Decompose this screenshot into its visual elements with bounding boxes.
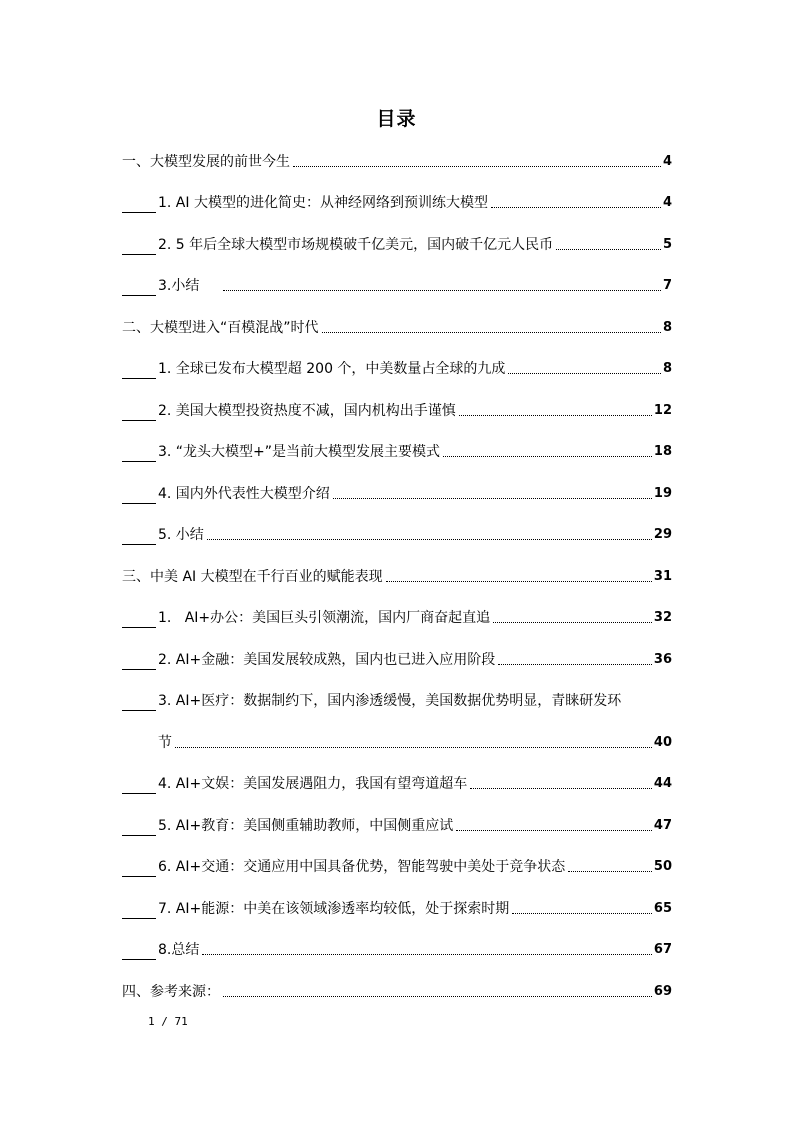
indent-underline	[122, 944, 156, 960]
toc-entry-section-1[interactable]	[122, 150, 672, 172]
indent-underline	[122, 654, 156, 670]
indent-underline	[122, 861, 156, 877]
toc-entry-3-2[interactable]	[122, 648, 672, 670]
toc-entry-text: 二、大模型进入“百模混战”时代	[122, 320, 319, 336]
dot-leader	[556, 249, 661, 250]
toc-entry-text: 3. “龙头大模型+”是当前大模型发展主要模式	[158, 444, 441, 460]
table-of-contents	[122, 0, 672, 1000]
toc-entry-3-4[interactable]	[122, 772, 672, 794]
toc-entry-page: 36	[653, 652, 672, 667]
toc-entry-2-3[interactable]	[122, 440, 672, 462]
dot-leader	[207, 539, 652, 540]
dot-leader	[508, 373, 661, 374]
toc-entry-page: 19	[653, 486, 672, 501]
indent-underline	[122, 612, 156, 628]
toc-entry-text: 三、中美 AI 大模型在千行百业的赋能表现	[122, 569, 383, 585]
toc-entry-page: 8	[662, 361, 672, 376]
indent-underline	[122, 820, 156, 836]
dot-leader	[386, 581, 652, 582]
toc-entry-3-3-continuation[interactable]	[122, 731, 672, 753]
toc-entry-text: 7. AI+能源：中美在该领域渗透率均较低，处于探索时期	[158, 901, 510, 917]
toc-entry-text: 1. AI 大模型的进化简史：从神经网络到预训练大模型	[158, 195, 488, 211]
toc-entry-3-1[interactable]	[122, 606, 672, 628]
dot-leader	[568, 871, 652, 872]
dot-leader	[459, 415, 652, 416]
dot-leader	[470, 788, 652, 789]
indent-underline	[122, 778, 156, 794]
toc-entry-text: 1. 全球已发布大模型超 200 个，中美数量占全球的九成	[158, 361, 506, 377]
dot-leader	[512, 913, 652, 914]
toc-entry-2-2[interactable]	[122, 399, 672, 421]
toc-entry-3-7[interactable]	[122, 897, 672, 919]
dot-leader	[491, 207, 661, 208]
indent-underline	[122, 695, 156, 711]
toc-entry-page: 40	[653, 735, 672, 750]
toc-entry-page: 7	[662, 278, 672, 293]
dot-leader	[202, 954, 652, 955]
indent-underline	[122, 405, 156, 421]
toc-entry-page: 4	[662, 154, 672, 169]
toc-entry-text: 2. 美国大模型投资热度不减，国内机构出手谨慎	[158, 403, 456, 419]
toc-entry-page: 44	[653, 776, 672, 791]
indent-underline	[122, 446, 156, 462]
toc-entry-text: 2. AI+金融：美国发展较成熟，国内也已进入应用阶段	[158, 652, 496, 668]
dot-leader	[223, 290, 661, 291]
dot-leader	[175, 747, 652, 748]
toc-entry-page: 4	[662, 195, 672, 210]
dot-leader	[293, 166, 661, 167]
toc-entry-3-6[interactable]	[122, 855, 672, 877]
toc-entry-text: 8.总结	[158, 942, 200, 958]
dot-leader	[223, 996, 652, 997]
toc-entry-text: 4. AI+文娱：美国发展遇阻力，我国有望弯道超车	[158, 776, 468, 792]
toc-entry-page: 69	[653, 984, 672, 999]
toc-entry-text: 6. AI+交通：交通应用中国具备优势，智能驾驶中美处于竞争状态	[158, 859, 566, 875]
page-indicator: 1 / 71	[148, 1015, 188, 1028]
dot-leader	[493, 622, 652, 623]
indent-underline	[122, 239, 156, 255]
toc-entry-1-1[interactable]	[122, 191, 672, 213]
toc-entry-3-3[interactable]	[122, 689, 672, 711]
toc-entry-3-5[interactable]	[122, 814, 672, 836]
toc-entry-page: 18	[653, 444, 672, 459]
toc-entry-text: 一、大模型发展的前世今生	[122, 154, 290, 170]
toc-entry-text: 3. AI+医疗：数据制约下，国内渗透缓慢，美国数据优势明显，青睐研发环	[158, 693, 622, 709]
toc-entry-page: 50	[653, 859, 672, 874]
dot-leader	[322, 332, 661, 333]
toc-entry-page: 29	[653, 527, 672, 542]
toc-title: 目录	[376, 108, 417, 130]
dot-leader	[443, 456, 652, 457]
indent-underline	[122, 363, 156, 379]
indent-underline	[122, 529, 156, 545]
toc-entry-1-3[interactable]	[122, 274, 672, 296]
toc-entry-text: 1. AI+办公：美国巨头引领潮流，国内厂商奋起直追	[158, 610, 491, 626]
toc-entry-page: 47	[653, 818, 672, 833]
toc-entry-text: 四、参考来源：	[122, 984, 220, 1000]
toc-entry-2-5[interactable]	[122, 523, 672, 545]
indent-underline	[122, 488, 156, 504]
toc-entry-text: 2. 5 年后全球大模型市场规模破千亿美元，国内破千亿元人民币	[158, 237, 554, 253]
toc-entry-1-2[interactable]	[122, 233, 672, 255]
toc-entry-text: 4. 国内外代表性大模型介绍	[158, 486, 330, 502]
dot-leader	[498, 664, 652, 665]
indent-underline	[122, 280, 156, 296]
toc-entry-section-3[interactable]	[122, 565, 672, 587]
toc-entry-text: 5. 小结	[158, 527, 204, 543]
toc-entry-page: 12	[653, 403, 672, 418]
toc-entry-section-2[interactable]	[122, 316, 672, 338]
toc-entry-2-1[interactable]	[122, 357, 672, 379]
toc-entry-page: 5	[662, 237, 672, 252]
dot-leader	[333, 498, 652, 499]
toc-entry-page: 65	[653, 901, 672, 916]
toc-entry-text: 3.小结	[158, 278, 200, 294]
toc-entry-page: 67	[653, 942, 672, 957]
toc-entry-text: 节	[158, 735, 172, 751]
toc-entry-3-8[interactable]	[122, 938, 672, 960]
toc-entry-page: 31	[653, 569, 672, 584]
toc-entry-2-4[interactable]	[122, 482, 672, 504]
toc-entry-page: 32	[653, 610, 672, 625]
dot-leader	[456, 830, 652, 831]
indent-underline	[122, 197, 156, 213]
toc-entry-text: 5. AI+教育：美国侧重辅助教师，中国侧重应试	[158, 818, 454, 834]
indent-underline	[122, 903, 156, 919]
toc-entry-section-4[interactable]	[122, 980, 672, 1002]
toc-entry-page: 8	[662, 320, 672, 335]
